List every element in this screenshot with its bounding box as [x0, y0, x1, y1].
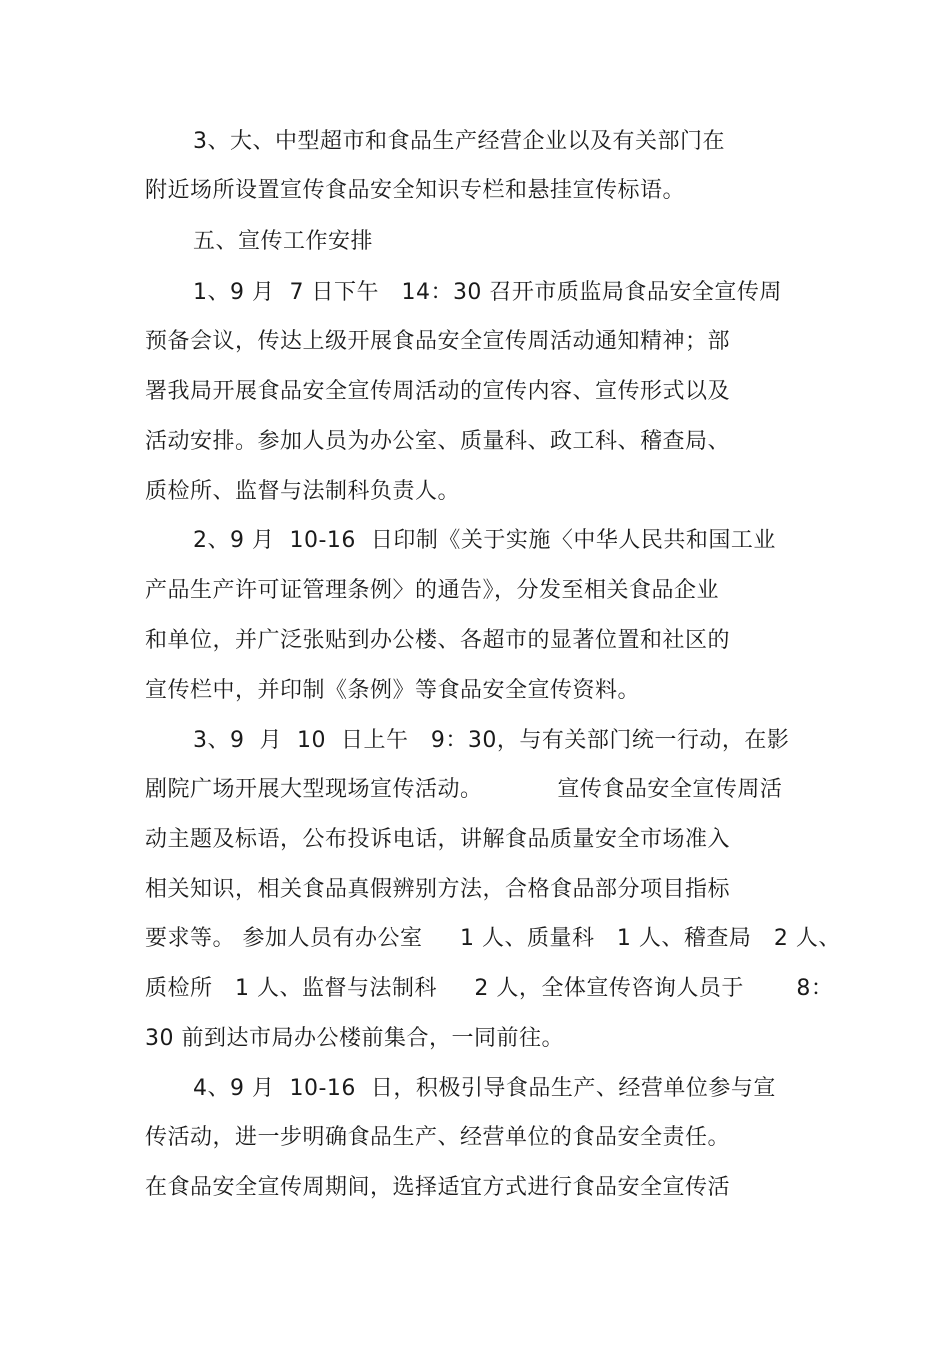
- paragraph-line: 3、大、中型超市和食品生产经营企业以及有关部门在: [193, 129, 725, 154]
- paragraph-line: 动主题及标语，公布投诉电话，讲解食品质量安全市场准入: [145, 827, 731, 852]
- paragraph-line: 在食品安全宣传周期间，选择适宜方式进行食品安全宣传活: [145, 1175, 731, 1200]
- paragraph-line: 传活动，进一步明确食品生产、经营单位的食品安全责任。: [145, 1125, 731, 1150]
- paragraph-line: 剧院广场开展大型现场宣传活动。 宣传食品安全宣传周活: [145, 777, 783, 802]
- paragraph-line: 宣传栏中，并印制《条例》等食品安全宣传资料。: [145, 678, 641, 703]
- paragraph-line: 要求等。 参加人员有办公室 1 人、质量科 1 人、稽查局 2 人、: [145, 926, 841, 951]
- paragraph-line: 附近场所设置宣传食品安全知识专栏和悬挂宣传标语。: [145, 178, 686, 203]
- paragraph-line: 30 前到达市局办公楼前集合，一同前往。: [145, 1026, 564, 1051]
- paragraph-line: 4、9 月 10-16 日，积极引导食品生产、经营单位参与宣: [193, 1076, 776, 1101]
- paragraph-line: 3、9 月 10 日上午 9：30，与有关部门统一行动，在影: [193, 728, 790, 753]
- section-heading: 五、宣传工作安排: [193, 229, 374, 254]
- paragraph-line: 活动安排。参加人员为办公室、质量科、政工科、稽查局、: [145, 429, 731, 454]
- paragraph-line: 产品生产许可证管理条例〉的通告》，分发至相关食品企业: [145, 578, 720, 603]
- paragraph-line: 和单位，并广泛张贴到办公楼、各超市的显著位置和社区的: [145, 628, 731, 653]
- paragraph-line: 相关知识，相关食品真假辨别方法，合格食品部分项目指标: [145, 877, 731, 902]
- paragraph-line: 署我局开展食品安全宣传周活动的宣传内容、宣传形式以及: [145, 379, 731, 404]
- paragraph-line: 预备会议，传达上级开展食品安全宣传周活动通知精神；部: [145, 329, 731, 354]
- paragraph-line: 质检所 1 人、监督与法制科 2 人，全体宣传咨询人员于 8：: [145, 976, 834, 1001]
- paragraph-line: 质检所、监督与法制科负责人。: [145, 479, 461, 504]
- paragraph-line: 1、9 月 7 日下午 14：30 召开市质监局食品安全宣传周: [193, 280, 782, 305]
- paragraph-line: 2、9 月 10-16 日印制《关于实施〈中华人民共和国工业: [193, 528, 776, 553]
